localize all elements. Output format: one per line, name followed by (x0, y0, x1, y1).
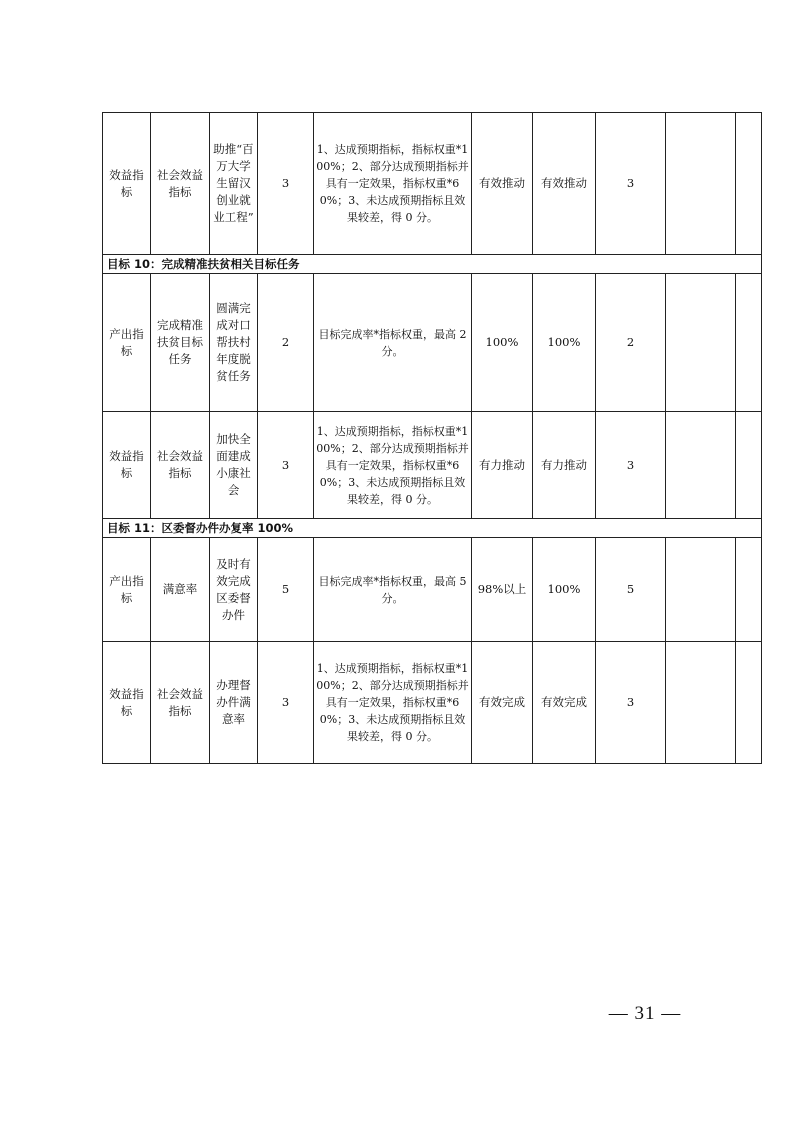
score-cell: 5 (596, 538, 666, 642)
score-cell: 3 (596, 113, 666, 255)
category-cell: 产出指标 (103, 274, 151, 412)
weight-cell: 3 (258, 412, 314, 519)
criteria-cell: 1、达成预期指标，指标权重*100%；2、部分达成预期指标并具有一定效果，指标权重*60%；3、未达成预期指标且效果较差，得 0 分。 (314, 412, 472, 519)
blank-cell (736, 642, 762, 764)
criteria-cell: 目标完成率*指标权重，最高 2 分。 (314, 274, 472, 412)
blank-cell (666, 642, 736, 764)
indicator-cell: 加快全面建成小康社会 (210, 412, 258, 519)
table-row (103, 274, 762, 412)
actual-cell: 100% (533, 538, 596, 642)
criteria-cell: 1、达成预期指标，指标权重*100%；2、部分达成预期指标并具有一定效果，指标权重*60%；3、未达成预期指标且效果较差，得 0 分。 (314, 642, 472, 764)
criteria-cell: 1、达成预期指标，指标权重*100%；2、部分达成预期指标并具有一定效果，指标权重*60%；3、未达成预期指标且效果较差，得 0 分。 (314, 113, 472, 255)
weight-cell: 3 (258, 113, 314, 255)
category-cell: 效益指标 (103, 642, 151, 764)
blank-cell (736, 274, 762, 412)
indicator-cell: 助推“百万大学生留汉创业就业工程” (210, 113, 258, 255)
weight-cell: 3 (258, 642, 314, 764)
weight-cell: 2 (258, 274, 314, 412)
subcategory-cell: 满意率 (151, 538, 210, 642)
score-cell: 3 (596, 412, 666, 519)
table-row (103, 538, 762, 642)
category-cell: 效益指标 (103, 412, 151, 519)
score-cell: 2 (596, 274, 666, 412)
blank-cell (736, 412, 762, 519)
actual-cell: 有力推动 (533, 412, 596, 519)
blank-cell (666, 538, 736, 642)
subcategory-cell: 社会效益指标 (151, 642, 210, 764)
performance-table (102, 112, 762, 764)
goal-10-title: 目标 10：完成精准扶贫相关目标任务 (103, 255, 762, 274)
indicator-cell: 及时有效完成区委督办件 (210, 538, 258, 642)
actual-cell: 有效完成 (533, 642, 596, 764)
score-cell: 3 (596, 642, 666, 764)
target-cell: 有效推动 (472, 113, 533, 255)
subcategory-cell: 完成精准扶贫目标任务 (151, 274, 210, 412)
target-cell: 有效完成 (472, 642, 533, 764)
indicator-cell: 办理督办件满意率 (210, 642, 258, 764)
blank-cell (666, 412, 736, 519)
actual-cell: 有效推动 (533, 113, 596, 255)
indicator-cell: 圆满完成对口帮扶村年度脱贫任务 (210, 274, 258, 412)
table-row (103, 642, 762, 764)
goal-row (103, 255, 762, 274)
category-cell: 产出指标 (103, 538, 151, 642)
criteria-cell: 目标完成率*指标权重，最高 5 分。 (314, 538, 472, 642)
weight-cell: 5 (258, 538, 314, 642)
target-cell: 100% (472, 274, 533, 412)
actual-cell: 100% (533, 274, 596, 412)
blank-cell (736, 538, 762, 642)
goal-11-title: 目标 11：区委督办件办复率 100% (103, 519, 762, 538)
target-cell: 有力推动 (472, 412, 533, 519)
subcategory-cell: 社会效益指标 (151, 113, 210, 255)
page-number: — 31 — (608, 1003, 682, 1024)
table-row (103, 113, 762, 255)
category-cell: 效益指标 (103, 113, 151, 255)
subcategory-cell: 社会效益指标 (151, 412, 210, 519)
goal-row (103, 519, 762, 538)
target-cell: 98%以上 (472, 538, 533, 642)
blank-cell (666, 113, 736, 255)
blank-cell (666, 274, 736, 412)
blank-cell (736, 113, 762, 255)
table-row (103, 412, 762, 519)
